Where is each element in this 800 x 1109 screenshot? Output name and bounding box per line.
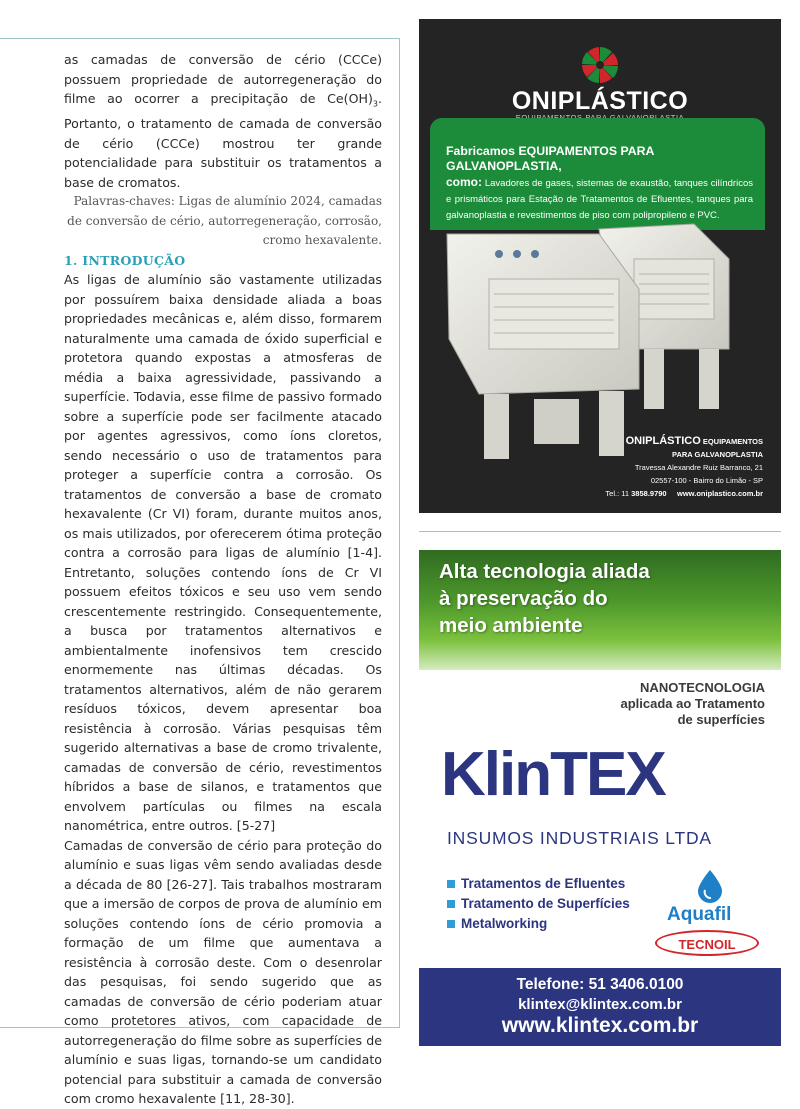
oniplastico-logo-icon — [419, 45, 781, 90]
tecnoil-logo: TECNOIL — [655, 930, 759, 956]
address-line-2: 02557-100 - Bairro do Limão - SP — [650, 476, 763, 485]
oniplastico-footer-brand: ONIPLÁSTICO — [625, 435, 701, 447]
paragraph-2: Camadas de conversão de cério para proteção do alumínio e suas ligas vêm sendo avaliadas desde a década de 80 [26-27]. Tais trabalhos mostraram que a imersão de corpos de prova de alumínio em soluções contendo íons de cério promovia a formação de um filme que aumentava a resistência à corrosão deste. Com o desenrolar das pesquisas, foi sendo sugerido que as camadas de conversão de cério poderiam atuar como protetores ativos, com capacidade de autorregeneração do filme sobre as superfícies de alumínio e suas ligas, tornando-se um candidato potencial para substituir a camada de conversão com cromo hexavalente [11, 28-30]. — [64, 837, 382, 1107]
list-item: Metalworking — [447, 914, 630, 934]
divider — [419, 531, 781, 532]
oniplastico-description: como: Lavadores de gases, sistemas de exaustão, tanques cilíndricos e prismáticos para Estação de Tratamentos de Efluentes, tanques para galvanoplastia e revestimentos de piso com polipropileno e PVC. — [446, 175, 753, 221]
klintex-contact-bar — [419, 968, 781, 1046]
klintex-slogan: Alta tecnologia aliada à preservação do meio ambiente — [439, 560, 650, 637]
oniplastico-phone: 3858.9790 — [631, 489, 667, 498]
aquafil-logo: Aquafil — [667, 904, 732, 925]
oniplastico-ad[interactable] — [419, 19, 781, 513]
klintex-email-link[interactable]: klintex@klintex.com.br — [518, 996, 682, 1013]
section-heading: 1. INTRODUÇÃO — [64, 252, 186, 268]
oniplastico-info-box — [430, 118, 765, 230]
oniplastico-headline: Fabricamos EQUIPAMENTOS PARA GALVANOPLASTIA, — [446, 144, 654, 173]
abstract-text: as camadas de conversão de cério (CCCe) possuem propriedade de autorregeneração do filme ao ocorrer a precipitação de $Ce(OH)_3$. Portanto, o tratamento de camada de conversão de cério (CCCe) mostrou ter grande potencialidade para substituir os tratamentos a base de cromatos. — [64, 52, 382, 190]
list-item: Tratamento de Superfícies — [447, 894, 630, 914]
keywords: Palavras-chaves: Ligas de alumínio 2024, camadas de conversão de cério, autorregeneração, corrosão, cromo hexavalente. — [67, 194, 382, 248]
klintex-ad[interactable] — [419, 550, 781, 1046]
address-line-1: Travessa Alexandre Ruiz Barranco, 21 — [634, 463, 763, 472]
klintex-services-list — [447, 874, 630, 934]
klintex-phone: Telefone: 51 3406.0100 — [516, 976, 684, 993]
water-drop-icon — [695, 868, 725, 904]
klintex-subtitle: INSUMOS INDUSTRIAIS LTDA — [447, 828, 712, 848]
article-column — [64, 50, 382, 1109]
oniplastico-contact: ONIPLÁSTICO EQUIPAMENTOS PARA GALVANOPLASTIA Travessa Alexandre Ruiz Barranco, 21 02557-100 - Bairro do Limão - SP Tel.: 11 3858.9790 www.oniplastico.com.br — [605, 435, 763, 498]
klintex-website-link[interactable]: www.klintex.com.br — [501, 1014, 699, 1037]
oniplastico-brand: ONIPLÁSTICO — [511, 87, 689, 115]
paragraph-1: As ligas de alumínio são vastamente utilizadas por possuírem baixa densidade aliada a boas propriedades mecânicas e, além disso, formarem naturalmente uma camada de óxido superficial e protetora quando expostas a atmosferas de média a baixa agressividade, passivando a superfície. Todavia, esse filme de passivo formado sobre a superfície pode ser facilmente atacado por agentes agressivos, como íons cloretos, sendo necessário o uso de tratamentos para proteger a superfície contra a corrosão. Os tratamentos de conversão a base de cromato hexavalente (Cr VI) foram, durante muitos anos, os mais utilizados, por oferecerem ótima proteção contra a corrosão para ligas de alumínio [1-4]. Entretanto, soluções contendo íons de Cr VI possuem efeitos tóxicos e seu uso vem sendo crescentemente restringido. Consequentemente, a busca por tratamentos alternativos e ambientalmente inofensivos tem crescido enormemente nas últimas décadas. Os tratamentos alternativos, além de não gerarem resíduos tóxicos, devem apresentar boa resistência à corrosão. Várias pesquisas têm sugerido alternativas a base de cromo trivalente, camadas de conversão de cério, revestimentos híbridos a base de silanos, e tratamentos que envolvem partículas ou filmes na escala nanométrica, entre outros. [5-27] — [64, 272, 382, 834]
klintex-logo: KlinTEX — [441, 740, 665, 809]
klintex-nano-text: NANOTECNOLOGIA aplicada ao Tratamento de superfícies — [620, 680, 765, 727]
list-item: Tratamentos de Efluentes — [447, 874, 630, 894]
oniplastico-website-link[interactable]: www.oniplastico.com.br — [677, 489, 763, 498]
